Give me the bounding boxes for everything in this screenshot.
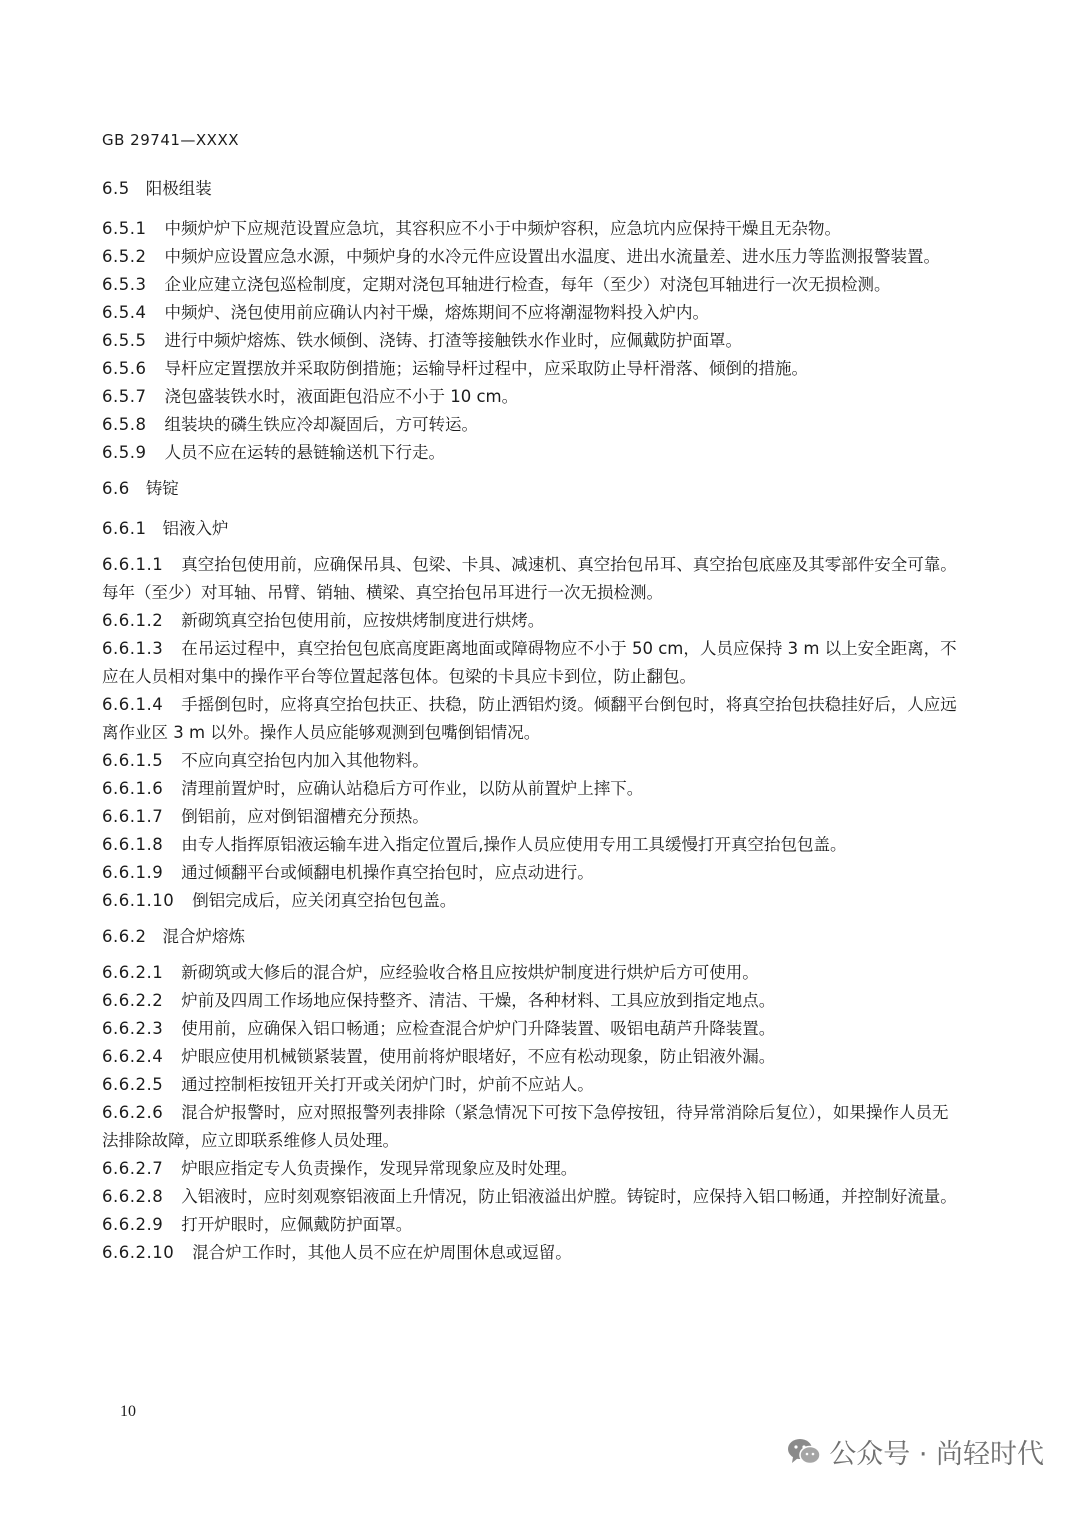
watermark-text: 公众号 · 尚轻时代 xyxy=(829,1439,1044,1470)
clause-6-6-2-3: 6.6.2.3 使用前，应确保入铝口畅通；应检查混合炉炉门升降装置、吸铝电葫芦升降装置。 xyxy=(102,1019,776,1038)
clause-6-5-2: 6.5.2 中频炉应设置应急水源，中频炉身的水冷元件应设置出水温度、进出水流量差、进水压力等监测报警装置。 xyxy=(102,247,940,266)
document-body xyxy=(102,175,964,1267)
clause-6-6-2-8: 6.6.2.8 入铝液时，应时刻观察铝液面上升情况，防止铝液溢出炉膛。铸锭时，应保持入铝口畅通，并控制好流量。 xyxy=(102,1187,957,1206)
section-heading-6-5: 6.5 阳极组装 xyxy=(102,179,212,198)
section-heading-6-6: 6.6 铸锭 xyxy=(102,479,179,498)
clause-6-6-1-4: 6.6.1.4 手摇倒包时，应将真空抬包扶正、扶稳，防止洒铝灼烫。倾翻平台倒包时，将真空抬包扶稳挂好后，人应远离作业区 3 m 以外。操作人员应能够观测到包嘴倒铝情况。 xyxy=(102,695,957,742)
clause-6-6-1-2: 6.6.1.2 新砌筑真空抬包使用前，应按烘烤制度进行烘烤。 xyxy=(102,611,545,630)
clause-6-6-1-8: 6.6.1.8 由专人指挥原铝液运输车进入指定位置后,操作人员应使用专用工具缓慢打开真空抬包包盖。 xyxy=(102,835,847,854)
clause-6-6-2-9: 6.6.2.9 打开炉眼时，应佩戴防护面罩。 xyxy=(102,1215,413,1234)
page-number: 10 xyxy=(120,1403,136,1420)
clause-6-5-5: 6.5.5 进行中频炉熔炼、铁水倾倒、浇铸、打渣等接触铁水作业时，应佩戴防护面罩。 xyxy=(102,331,742,350)
clause-6-6-2-4: 6.6.2.4 炉眼应使用机械锁紧装置，使用前将炉眼堵好，不应有松动现象，防止铝液外漏。 xyxy=(102,1047,776,1066)
clause-6-5-8: 6.5.8 组装块的磷生铁应冷却凝固后，方可转运。 xyxy=(102,415,478,434)
clause-6-6-1-10: 6.6.1.10 倒铝完成后，应关闭真空抬包包盖。 xyxy=(102,891,457,910)
section-heading-6-6-1: 6.6.1 铝液入炉 xyxy=(102,519,229,538)
clause-6-6-1-1: 6.6.1.1 真空抬包使用前，应确保吊具、包梁、卡具、减速机、真空抬包吊耳、真空抬包底座及其零部件安全可靠。每年（至少）对耳轴、吊臂、销轴、横梁、真空抬包吊耳进行一次无损检测。 xyxy=(102,555,957,602)
clause-6-5-6: 6.5.6 导杆应定置摆放并采取防倒措施；运输导杆过程中，应采取防止导杆滑落、倾倒的措施。 xyxy=(102,359,808,378)
clause-6-6-1-7: 6.6.1.7 倒铝前，应对倒铝溜槽充分预热。 xyxy=(102,807,429,826)
clause-6-6-2-2: 6.6.2.2 炉前及四周工作场地应保持整齐、清洁、干燥，各种材料、工具应放到指定地点。 xyxy=(102,991,776,1010)
section-heading-6-6-2: 6.6.2 混合炉熔炼 xyxy=(102,927,245,946)
clause-6-6-1-5: 6.6.1.5 不应向真空抬包内加入其他物料。 xyxy=(102,751,429,770)
clause-6-6-2-5: 6.6.2.5 通过控制柜按钮开关打开或关闭炉门时，炉前不应站人。 xyxy=(102,1075,594,1094)
clause-6-5-9: 6.5.9 人员不应在运转的悬链输送机下行走。 xyxy=(102,443,445,462)
clause-6-6-2-7: 6.6.2.7 炉眼应指定专人负责操作，发现异常现象应及时处理。 xyxy=(102,1159,578,1178)
clause-6-6-1-9: 6.6.1.9 通过倾翻平台或倾翻电机操作真空抬包时，应点动进行。 xyxy=(102,863,594,882)
clause-6-6-2-1: 6.6.2.1 新砌筑或大修后的混合炉，应经验收合格且应按烘炉制度进行烘炉后方可使用。 xyxy=(102,963,759,982)
watermark xyxy=(787,1432,1044,1471)
clause-6-5-1: 6.5.1 中频炉炉下应规范设置应急坑，其容积应不小于中频炉容积，应急坑内应保持干燥且无杂物。 xyxy=(102,219,841,238)
clause-6-6-2-6: 6.6.2.6 混合炉报警时，应对照报警列表排除（紧急情况下可按下急停按钮，待异常消除后复位），如果操作人员无法排除故障，应立即联系维修人员处理。 xyxy=(102,1103,949,1150)
clause-6-5-3: 6.5.3 企业应建立浇包巡检制度，定期对浇包耳轴进行检查，每年（至少）对浇包耳轴进行一次无损检测。 xyxy=(102,275,891,294)
clause-6-5-4: 6.5.4 中频炉、浇包使用前应确认内衬干燥，熔炼期间不应将潮湿物料投入炉内。 xyxy=(102,303,709,322)
standard-code: GB 29741—XXXX xyxy=(102,131,240,149)
clause-6-6-1-3: 6.6.1.3 在吊运过程中，真空抬包包底高度距离地面或障碍物应不小于 50 cm，人员应保持 3 m 以上安全距离，不应在人员相对集中的操作平台等位置起落包体。包梁的卡具应卡到位，防止翻包。 xyxy=(102,639,957,686)
clause-6-6-1-6: 6.6.1.6 清理前置炉时，应确认站稳后方可作业，以防从前置炉上摔下。 xyxy=(102,779,644,798)
clause-6-5-7: 6.5.7 浇包盛装铁水时，液面距包沿应不小于 10 cm。 xyxy=(102,387,519,406)
clause-6-6-2-10: 6.6.2.10 混合炉工作时，其他人员不应在炉周围休息或逗留。 xyxy=(102,1243,572,1262)
wechat-icon xyxy=(787,1437,821,1467)
